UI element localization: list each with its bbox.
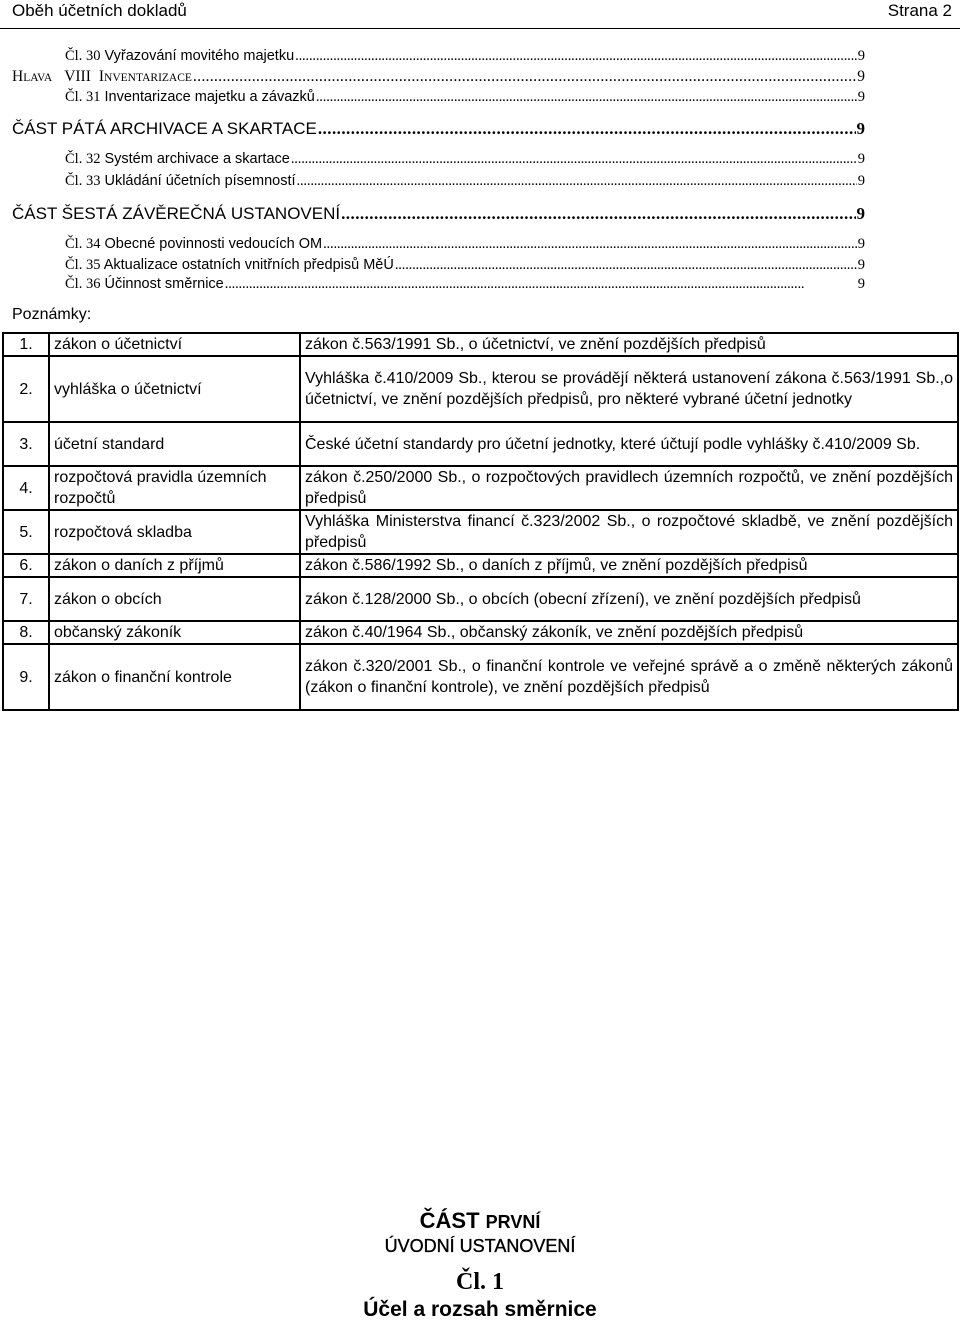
part-number: PRVNÍ bbox=[485, 1212, 541, 1232]
table-row bbox=[3, 577, 958, 621]
row-description: Vyhláška č.410/2009 Sb., kterou se provádějí některá ustanovení zákona č.563/1991 Sb.,o účetnictví, ve znění pozdějších předpisů, pro některé vybrané účetní jednotky bbox=[300, 356, 958, 422]
table-row bbox=[3, 356, 958, 422]
table-row bbox=[3, 333, 958, 356]
table-row bbox=[3, 466, 958, 510]
toc-page: 9 bbox=[856, 204, 865, 223]
toc-title: Vyřazování movitého majetku bbox=[104, 48, 295, 64]
row-description: zákon č.40/1964 Sb., občanský zákoník, ve znění pozdějších předpisů bbox=[300, 621, 958, 644]
toc-item-part6[interactable] bbox=[12, 204, 865, 224]
toc-item-part5[interactable] bbox=[12, 119, 865, 139]
toc-leader-dots bbox=[295, 48, 857, 65]
toc-title: Inventarizace majetku a závazků bbox=[104, 89, 315, 105]
table-row bbox=[3, 510, 958, 554]
row-description: zákon č.128/2000 Sb., o obcích (obecní zřízení), ve znění pozdějších předpisů bbox=[300, 577, 958, 621]
toc-leader-dots bbox=[341, 204, 855, 224]
row-name: rozpočtová skladba bbox=[49, 510, 300, 554]
toc-leader-dots bbox=[316, 89, 857, 106]
toc-item-cl34[interactable] bbox=[65, 236, 865, 253]
toc-label: LAVA bbox=[23, 72, 53, 84]
toc-leader-dots bbox=[225, 276, 857, 293]
toc-page: 9 bbox=[857, 68, 865, 85]
toc-label: Čl. 31 bbox=[65, 89, 101, 105]
toc-leader-dots bbox=[193, 68, 856, 86]
toc-leader-dots bbox=[395, 257, 857, 274]
toc-label: Čl. 30 bbox=[65, 48, 101, 64]
toc-label: H bbox=[12, 68, 24, 85]
part-heading bbox=[0, 1208, 960, 1234]
row-description: Vyhláška Ministerstva financí č.323/2002 Sb., o rozpočtové skladbě, ve znění pozdějších předpisů bbox=[300, 510, 958, 554]
article-title: Účel a rozsah směrnice bbox=[363, 1298, 597, 1321]
toc-leader-dots bbox=[323, 236, 857, 253]
toc-page: 9 bbox=[857, 151, 865, 167]
toc-page: 9 bbox=[857, 89, 865, 105]
toc-label: Čl. 32 bbox=[65, 151, 101, 167]
table-row bbox=[3, 621, 958, 644]
row-name: zákon o daních z příjmů bbox=[49, 554, 300, 577]
row-number: 6. bbox=[3, 554, 49, 577]
toc-title: ČÁST PÁTÁ ARCHIVACE A SKARTACE bbox=[12, 119, 317, 138]
toc-leader-dots bbox=[318, 119, 856, 139]
toc-item-cl33[interactable] bbox=[65, 173, 865, 190]
toc-page: 9 bbox=[857, 173, 865, 189]
row-name: zákon o účetnictví bbox=[49, 333, 300, 356]
part-subtitle: ÚVODNÍ USTANOVENÍ bbox=[384, 1236, 576, 1256]
toc-title: Obecné povinnosti vedoucích OM bbox=[104, 236, 323, 252]
toc-item-cl35[interactable] bbox=[65, 257, 865, 274]
toc-label: Čl. 35 bbox=[65, 257, 101, 273]
row-name: zákon o obcích bbox=[49, 577, 300, 621]
toc-title: NVENTARIZACE bbox=[104, 72, 192, 84]
toc-item-cl36[interactable] bbox=[65, 276, 865, 293]
notes-heading: Poznámky: bbox=[12, 306, 92, 323]
row-name: rozpočtová pravidla územních rozpočtů bbox=[49, 466, 300, 510]
toc-page: 9 bbox=[857, 48, 865, 64]
row-number: 2. bbox=[3, 356, 49, 422]
toc-item-cl32[interactable] bbox=[65, 151, 865, 168]
row-name: vyhláška o účetnictví bbox=[49, 356, 300, 422]
row-description: zákon č.250/2000 Sb., o rozpočtových pravidlech územních rozpočtů, ve znění pozdějších předpisů bbox=[300, 466, 958, 510]
toc-title: Ukládání účetních písemností bbox=[104, 173, 296, 189]
toc-title: Systém archivace a skartace bbox=[104, 151, 290, 167]
toc-leader-dots bbox=[297, 173, 857, 190]
toc-page: 9 bbox=[856, 119, 865, 138]
row-number: 3. bbox=[3, 422, 49, 466]
row-name: účetní standard bbox=[49, 422, 300, 466]
toc-label: Čl. 33 bbox=[65, 173, 101, 189]
part-word: ČÁST bbox=[419, 1208, 480, 1233]
table-row bbox=[3, 422, 958, 466]
row-number: 9. bbox=[3, 644, 49, 710]
row-description: České účetní standardy pro účetní jednotky, které účtují podle vyhlášky č.410/2009 Sb. bbox=[300, 422, 958, 466]
row-description: zákon č.586/1992 Sb., o daních z příjmů, ve znění pozdějších předpisů bbox=[300, 554, 958, 577]
toc-title: I bbox=[98, 68, 105, 85]
row-description: zákon č.320/2001 Sb., o finanční kontrole ve veřejné správě a o změně některých zákonů (zákon o finanční kontrole), ve znění pozdějších předpisů bbox=[300, 644, 958, 710]
row-number: 1. bbox=[3, 333, 49, 356]
document-title: Oběh účetních dokladů bbox=[12, 1, 187, 20]
page-number: Strana 2 bbox=[887, 1, 952, 20]
toc-page: 9 bbox=[857, 236, 865, 252]
toc-title: Účinnost směrnice bbox=[104, 276, 224, 292]
row-description: zákon č.563/1991 Sb., o účetnictví, ve znění pozdějších předpisů bbox=[300, 333, 958, 356]
article-label: Čl. 1 bbox=[456, 1269, 504, 1295]
toc-item-cl30[interactable] bbox=[65, 48, 865, 65]
row-name: občanský zákoník bbox=[49, 621, 300, 644]
toc-label: Čl. 36 bbox=[65, 276, 101, 292]
toc-roman: VIII bbox=[64, 68, 91, 85]
table-row bbox=[3, 554, 958, 577]
toc-page: 9 bbox=[857, 276, 865, 292]
toc-item-cl31[interactable] bbox=[65, 89, 865, 106]
page-header bbox=[0, 0, 960, 29]
toc-page: 9 bbox=[857, 257, 865, 273]
row-name: zákon o finanční kontrole bbox=[49, 644, 300, 710]
row-number: 8. bbox=[3, 621, 49, 644]
toc-leader-dots bbox=[291, 151, 857, 168]
toc-label: Čl. 34 bbox=[65, 236, 101, 252]
row-number: 4. bbox=[3, 466, 49, 510]
row-number: 7. bbox=[3, 577, 49, 621]
notes-table bbox=[2, 332, 959, 711]
toc-title: ČÁST ŠESTÁ ZÁVĚREČNÁ USTANOVENÍ bbox=[12, 204, 341, 223]
row-number: 5. bbox=[3, 510, 49, 554]
toc-item-hlava8[interactable] bbox=[12, 68, 865, 86]
table-row bbox=[3, 644, 958, 710]
toc-title: Aktualizace ostatních vnitřních předpisů MěÚ bbox=[103, 257, 394, 273]
